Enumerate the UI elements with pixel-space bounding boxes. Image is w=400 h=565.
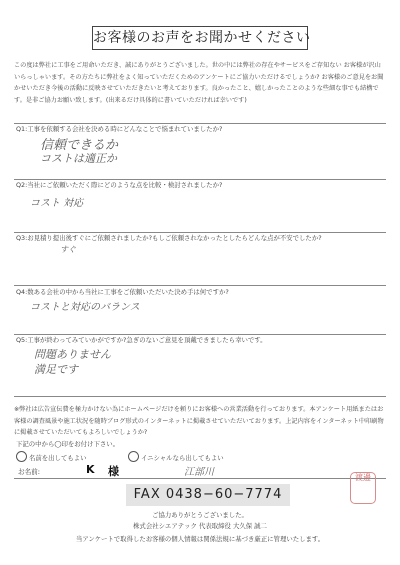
question-1-answer-line-1: 信頼できるか bbox=[40, 138, 119, 153]
page-title: お客様のお声をお聞かせください bbox=[92, 26, 308, 50]
footer-privacy: 当アンケートで取得したお客様の個人情報は関係法規に基づき厳正に管理いたします。 bbox=[75, 535, 325, 543]
name-label: お名前: bbox=[18, 468, 41, 476]
choice-prompt: 下記の中から◯印をお付け下さい。 bbox=[16, 440, 120, 448]
question-2-label: Q2:当社にご依頼いただく際にどのような点を比較・検討されましたか? bbox=[16, 181, 223, 189]
question-5-answer-line-1: 問題ありません bbox=[34, 348, 111, 361]
divider bbox=[14, 334, 386, 335]
question-1-label: Q1:工事を依頼する会社を決める時にどんなことで悩まれていましたか? bbox=[16, 125, 223, 133]
question-5-label: Q5:工事が終わってみていかがですか?急ぎのないご意見を頂戴できましたら幸いです。 bbox=[16, 336, 267, 344]
divider bbox=[14, 232, 386, 233]
question-5-answer-line-2: 満足です bbox=[34, 363, 78, 376]
choice-radio-circle[interactable] bbox=[16, 451, 27, 462]
fax-number: FAX 0438−60−7774 bbox=[126, 484, 290, 506]
question-1-answer-line-2: コストは適正か bbox=[40, 152, 117, 165]
intro-text: この度は弊社に工事をご用命いただき、誠にありがとうございました。世の中には弊社の存在やサービスをご存知ない お客様が沢山いらっしゃいます。その方たちに弊社をよく知っていただくためのアンケートにご協力いただけるでしょうか? お客様のご意見をお聞かせいただき今後の活動に反映させていただきたいと考えております。良かったこと、嬉しかったことのような些細な事でも結構です。是非ご協力お願い致します。(出来るだけ具体的に書いていただければ幸いです) bbox=[14, 62, 384, 104]
question-4-answer: コストと対応のバランス bbox=[30, 302, 140, 313]
choice-name-ok-label: 名前を出してもよい bbox=[29, 454, 87, 462]
choice-radio-circle[interactable] bbox=[128, 451, 139, 462]
question-4-label: Q4:数ある会社の中から当社に工事をご依頼いただいた決め手は何ですか? bbox=[16, 288, 229, 296]
stamp-text: 渡邊 bbox=[355, 473, 371, 482]
question-3-answer: すぐ bbox=[60, 245, 76, 254]
divider bbox=[14, 285, 386, 286]
question-3-label: Q3:お見積り提出後すぐにご依頼されましたか?もしご依頼されなかったとしたらどんな点が不安でしたか? bbox=[16, 234, 322, 242]
publication-note: ※弊社は広告宣伝費を極力かけない為にホームページだけを頼りにお客様への営業活動を行っております。本アンケート用紙またはお客様の調査風景や施工状況を随時ブログ形式のインターネットに掲載させていただいております。上記内容をインターネット中印刷物に掲載させていただいてもよろしいでしょうか? bbox=[14, 406, 384, 436]
divider bbox=[14, 123, 386, 124]
name-row bbox=[14, 462, 386, 479]
divider bbox=[14, 396, 386, 397]
name-value: K bbox=[86, 463, 95, 476]
name-honorific: 様 bbox=[108, 465, 119, 478]
footer-thanks: ご協力ありがとうございました。 bbox=[152, 511, 248, 519]
choice-initial-ok-label: イニシャルなら出してもよい bbox=[141, 454, 224, 462]
handwritten-signature: 江部川 bbox=[184, 467, 214, 478]
footer-company: 株式会社シエアテック 代表取締役 大久保 誠二 bbox=[133, 522, 267, 530]
approval-stamp bbox=[350, 472, 376, 504]
question-2-answer: コスト 対応 bbox=[30, 198, 84, 209]
divider bbox=[14, 179, 386, 180]
